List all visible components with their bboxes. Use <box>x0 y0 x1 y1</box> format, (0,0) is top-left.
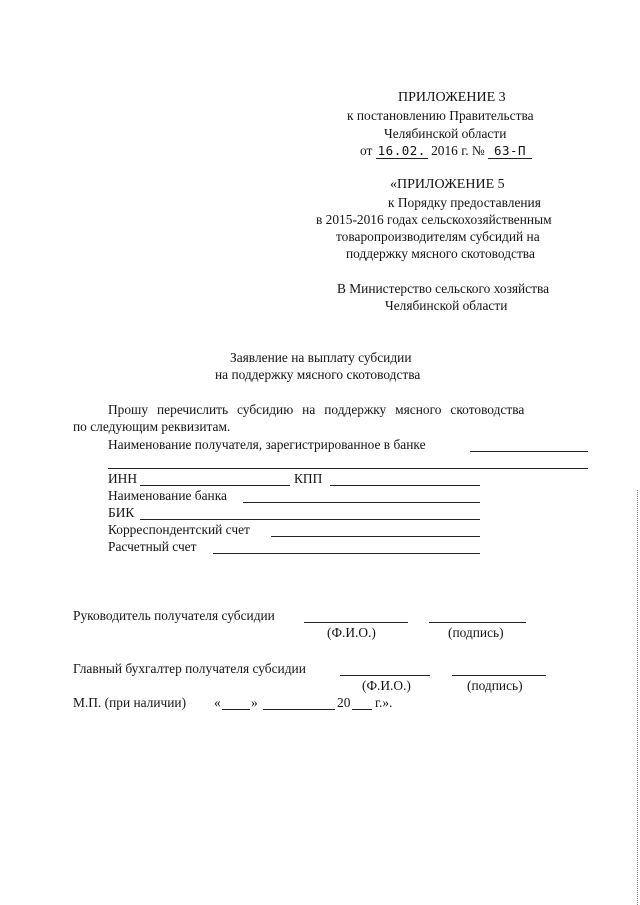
date-day-field[interactable] <box>222 709 250 710</box>
appendix-5-line1: к Порядку предоставления <box>388 195 541 210</box>
date-open-quote: « <box>214 695 221 710</box>
request-line2: по следующим реквизитам. <box>73 419 231 434</box>
account-label: Расчетный счет <box>108 539 197 554</box>
scan-edge-artifact <box>636 490 638 905</box>
bik-label: БИК <box>108 505 135 520</box>
account-field[interactable] <box>213 553 480 554</box>
bik-field[interactable] <box>140 519 480 520</box>
accountant-sign-caption: (подпись) <box>467 678 523 693</box>
decree-date-row <box>360 143 532 159</box>
recipient-name-field-continued[interactable] <box>108 468 588 469</box>
head-sign-caption: (подпись) <box>448 625 504 640</box>
date-year-suffix: г.». <box>375 695 393 710</box>
addressee-line2: Челябинской области <box>385 298 508 313</box>
head-label: Руководитель получателя субсидии <box>73 608 275 623</box>
document-title-line2: на поддержку мясного скотоводства <box>215 367 421 382</box>
request-line1: Прошу перечислить субсидию на поддержку мясного скотоводства <box>108 402 525 417</box>
head-fio-caption: (Ф.И.О.) <box>327 625 376 640</box>
date-month-field[interactable] <box>263 709 335 710</box>
date-suffix: 2016 г. № <box>431 143 485 158</box>
inn-field[interactable] <box>140 485 290 486</box>
appendix-5-line3: товаропроизводителям субсидий на <box>336 229 540 244</box>
head-fio-field[interactable] <box>304 622 408 623</box>
appendix-5-line2: в 2015-2016 годах сельскохозяйственным <box>316 212 552 227</box>
accountant-fio-field[interactable] <box>340 675 430 676</box>
appendix-5-line4: поддержку мясного скотоводства <box>346 246 535 261</box>
corr-account-field[interactable] <box>271 536 480 537</box>
stamp-label: М.П. (при наличии) <box>73 695 187 710</box>
date-handwritten: 16.02. <box>377 143 426 158</box>
decree-number-handwritten: 63-П <box>488 143 532 159</box>
date-prefix: от <box>360 143 373 158</box>
date-close-quote: » <box>251 695 258 710</box>
accountant-fio-caption: (Ф.И.О.) <box>362 678 411 693</box>
date-year-prefix: 20 <box>337 695 351 710</box>
accountant-signature-field[interactable] <box>452 675 546 676</box>
addressee-line1: В Министерство сельского хозяйства <box>337 281 550 296</box>
appendix-3-line2: Челябинской области <box>384 126 507 141</box>
appendix-3-line1: к постановлению Правительства <box>347 108 534 123</box>
accountant-label: Главный бухгалтер получателя субсидии <box>73 661 306 676</box>
bank-name-label: Наименование банка <box>108 488 227 503</box>
head-signature-field[interactable] <box>429 622 526 623</box>
appendix-3-title: ПРИЛОЖЕНИЕ 3 <box>398 90 506 105</box>
date-year-field[interactable] <box>352 709 372 710</box>
kpp-field[interactable] <box>330 485 480 486</box>
recipient-name-label: Наименование получателя, зарегистрированное в банке <box>108 437 426 452</box>
recipient-name-field[interactable] <box>470 451 588 452</box>
appendix-5-title: «ПРИЛОЖЕНИЕ 5 <box>390 177 505 192</box>
corr-account-label: Корреспондентский счет <box>108 522 250 537</box>
kpp-label: КПП <box>294 471 323 486</box>
inn-label: ИНН <box>108 471 138 486</box>
document-title-line1: Заявление на выплату субсидии <box>230 350 412 365</box>
bank-name-field[interactable] <box>243 502 480 503</box>
